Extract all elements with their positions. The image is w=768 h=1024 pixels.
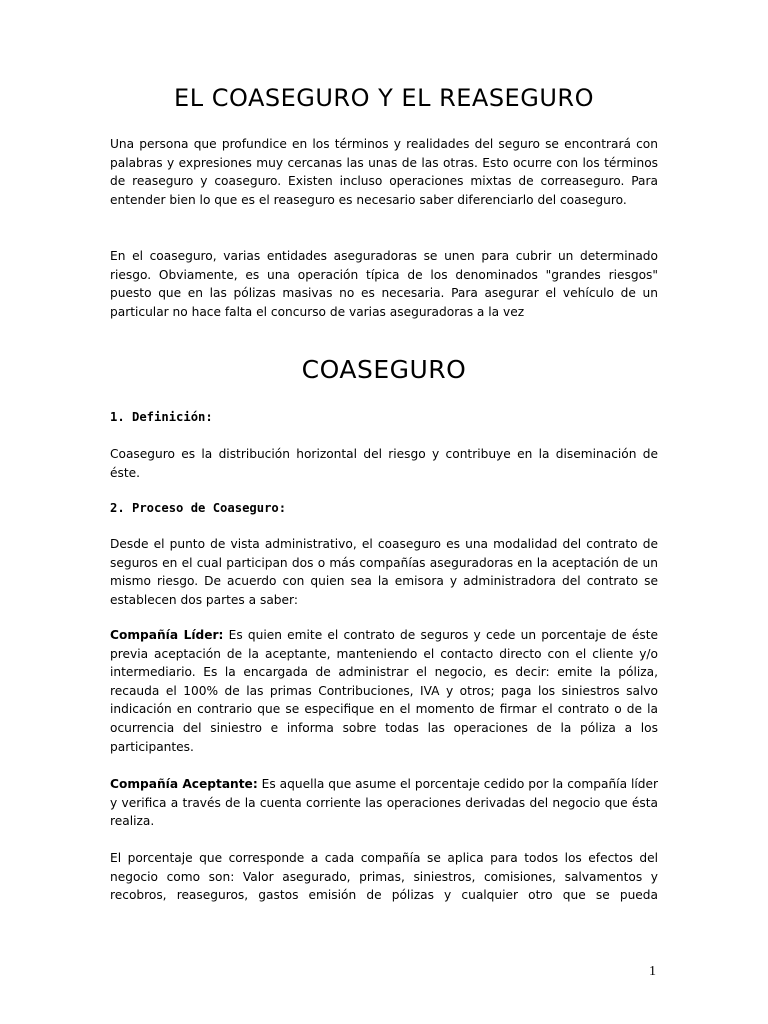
definition-text: Coaseguro es la distribución horizontal del riesgo y contribuye en la diseminación de éste. xyxy=(110,447,658,480)
acceptor-text: Es aquella que asume el porcentaje cedido por la compañía líder y verifica a través de la cuenta corriente las operaciones derivadas del negocio que ésta realiza. xyxy=(110,777,658,829)
acceptor-term: Compañía Aceptante: xyxy=(110,777,258,791)
leader-term: Compañía Líder: xyxy=(110,628,224,642)
leader-text: Es quien emite el contrato de seguros y cede un porcentaje de éste previa aceptación de la aceptante, manteniendo el contacto directo con el cliente y/o intermediario. Es la encargada de administrar el negocio, es decir: emite la póliza, recauda el 100% de las primas Contribuciones, IVA y otros; paga los siniestros salvo indicación en contrario que se especifique en el momento de firmar el contrato o de la ocurrencia del siniestro e informa sobre todas las operaciones de la póliza a los participantes. xyxy=(110,628,658,754)
process-text: Desde el punto de vista administrativo, el coaseguro es una modalidad del contrato de seguros en el cual participan dos o más compañías aseguradoras en la aceptación de un mismo riesgo. De acuerdo con quien sea la emisora y administradora del contrato se establecen dos partes a saber: xyxy=(110,537,658,607)
intro-paragraph-2: En el coaseguro, varias entidades aseguradoras se unen para cubrir un determinado riesgo. Obviamente, es una operación típica de los denominados "grandes riesgos" puesto que en las pólizas masivas no es necesaria. Para asegurar el vehículo de un particular no hace falta el concurso de varias aseguradoras a la vez xyxy=(110,249,658,319)
section-title: COASEGURO xyxy=(301,355,467,384)
definition-heading: 1. Definición: xyxy=(110,410,213,424)
page-number: 1 xyxy=(649,964,656,979)
acceptor-paragraph xyxy=(110,775,658,831)
leader-paragraph xyxy=(110,626,658,756)
intro-paragraph-1: Una persona que profundice en los términos y realidades del seguro se encontrará con palabras y expresiones muy cercanas las unas de las otras. Esto ocurre con los términos de reaseguro y coaseguro. Existen incluso operaciones mixtas de correaseguro. Para entender bien lo que es el reaseguro es necesario saber diferenciarlo del coaseguro. xyxy=(110,137,658,207)
process-heading: 2. Proceso de Coaseguro: xyxy=(110,501,287,515)
percentage-paragraph: El porcentaje que corresponde a cada compañía se aplica para todos los efectos del negocio como son: Valor asegurado, primas, siniestros, comisiones, salvamentos y recobros, reaseguros, gastos emisión de pólizas y cualquier otro que se pueda xyxy=(110,851,658,903)
document-title: EL COASEGURO Y EL REASEGURO xyxy=(174,84,594,112)
